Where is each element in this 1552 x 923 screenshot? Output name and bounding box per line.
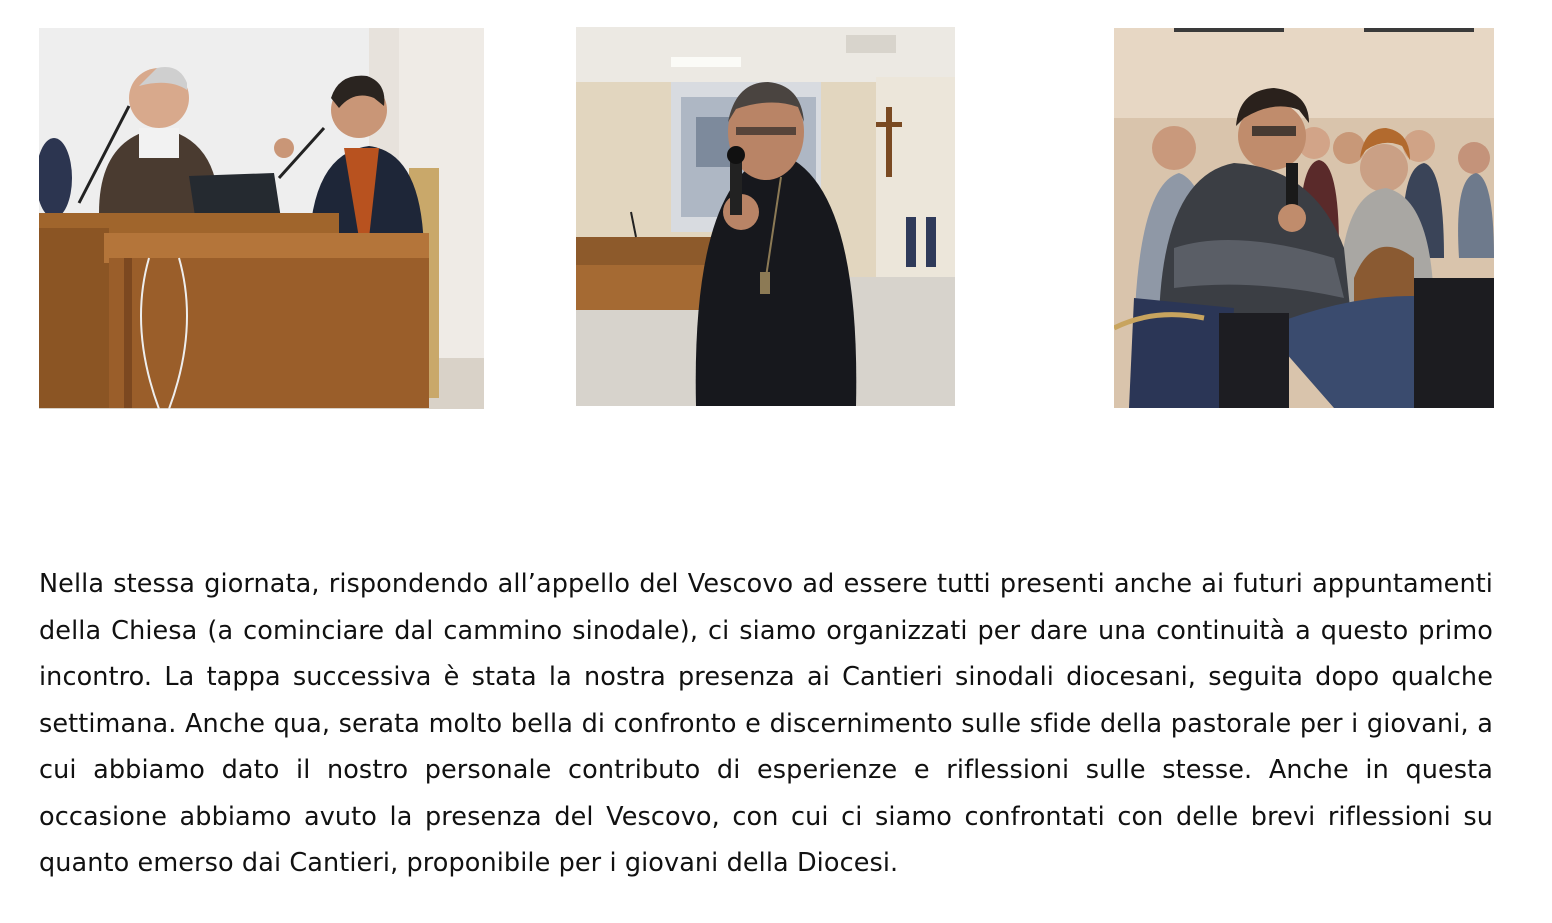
photo-bishop-speaking xyxy=(576,27,955,406)
photo-audience-speaker xyxy=(1114,28,1494,408)
body-paragraph: Nella stessa giornata, rispondendo all’appello del Vescovo ad essere tutti presenti anche ai futuri appuntamenti della Chiesa (a cominciare dal cammino sinodale), ci siamo organizzati per dare una continuità a questo primo incontro. La tappa successiva è stata la nostra presenza ai Cantieri sinodali diocesani, seguita dopo qualche settimana. Anche qua, serata molto bella di confronto e discernimento sulle sfide della pastorale per i giovani, a cui abbiamo dato il nostro personale contributo di esperienze e riflessioni sulle stesse. Anche in questa occasione abbiamo avuto la presenza del Vescovo, con cui ci siamo confrontati con delle brevi riflessioni su quanto emerso dai Cantieri, proponibile per i giovani della Diocesi. xyxy=(39,569,1493,878)
photo-speakers-table xyxy=(39,28,484,409)
